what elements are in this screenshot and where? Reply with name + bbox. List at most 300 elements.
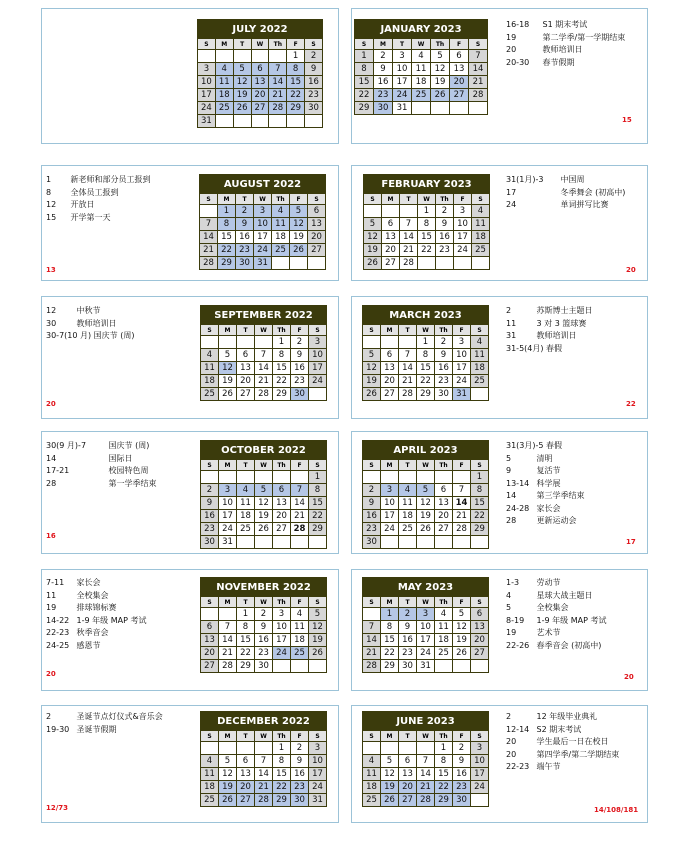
day-cell — [219, 471, 237, 484]
day-cell: 1 — [218, 205, 236, 218]
day-cell: 10 — [471, 755, 489, 768]
day-cell: 3 — [417, 608, 435, 621]
weekday-header: M — [218, 194, 236, 205]
week-row — [201, 794, 327, 807]
day-cell: 1 — [435, 742, 453, 755]
day-cell: 23 — [399, 647, 417, 660]
event-text: 1-9 年级 MAP 考试 — [536, 615, 607, 625]
event-date: 15 — [46, 212, 57, 222]
day-cell: 8 — [273, 755, 291, 768]
day-cell: 22 — [417, 375, 435, 388]
day-cell: 5 — [381, 755, 399, 768]
weekday-header: S — [201, 460, 219, 471]
day-cell: 9 — [435, 349, 453, 362]
day-cell: 4 — [471, 336, 489, 349]
day-cell: 11 — [291, 621, 309, 634]
day-cell: 21 — [200, 244, 218, 257]
event-item — [46, 453, 157, 466]
day-cell: 16 — [399, 634, 417, 647]
day-cell: 3 — [454, 205, 472, 218]
day-cell: 1 — [417, 336, 435, 349]
week-row — [201, 621, 327, 634]
day-cell — [399, 336, 417, 349]
event-text: 春节假期 — [542, 57, 575, 67]
event-text: 秋季音会 — [76, 628, 109, 637]
day-cell — [305, 115, 323, 128]
day-cell — [273, 660, 291, 673]
event-item — [506, 32, 625, 45]
day-cell: 10 — [309, 349, 327, 362]
day-cell: 7 — [219, 621, 237, 634]
event-text: 校园特色周 — [108, 466, 149, 475]
day-cell: 2 — [363, 484, 381, 497]
day-cell: 27 — [471, 647, 489, 660]
day-cell: 14 — [399, 362, 417, 375]
day-cell: 25 — [291, 647, 309, 660]
weekday-header: T — [237, 731, 255, 742]
weekday-header: F — [290, 194, 308, 205]
day-cell: 17 — [309, 362, 327, 375]
day-cell: 1 — [273, 336, 291, 349]
day-cell: 15 — [355, 76, 374, 89]
day-cell — [233, 50, 251, 63]
event-item — [46, 615, 146, 628]
day-cell: 23 — [291, 375, 309, 388]
day-cell: 20 — [251, 89, 269, 102]
day-cell: 4 — [472, 205, 490, 218]
day-cell: 12 — [309, 621, 327, 634]
day-cell — [201, 471, 219, 484]
day-cell: 29 — [309, 523, 327, 536]
day-cell: 12 — [417, 497, 435, 510]
count-april: 17 — [626, 538, 636, 546]
event-date: 14-22 — [46, 615, 70, 625]
day-cell: 25 — [237, 523, 255, 536]
day-cell: 12 — [255, 497, 273, 510]
event-date: 2 — [506, 306, 512, 315]
event-date: 28 — [506, 516, 517, 525]
day-cell — [309, 536, 327, 549]
day-cell: 24 — [309, 375, 327, 388]
day-cell: 9 — [201, 497, 219, 510]
day-cell: 28 — [219, 660, 237, 673]
day-cell: 12 — [453, 621, 471, 634]
day-cell: 9 — [374, 63, 393, 76]
count-january: 15 — [622, 116, 632, 124]
event-date: 4 — [506, 590, 512, 600]
weekday-header: Th — [273, 325, 291, 336]
week-row — [363, 634, 489, 647]
calendar-august-2022 — [199, 174, 326, 270]
event-date: 30-7(10 月) — [46, 331, 92, 340]
week-row — [198, 89, 323, 102]
day-cell: 23 — [305, 89, 323, 102]
day-cell — [269, 50, 287, 63]
event-item — [506, 711, 619, 724]
event-item — [506, 318, 593, 331]
day-cell — [400, 205, 418, 218]
day-cell: 16 — [236, 231, 254, 244]
day-cell: 3 — [381, 484, 399, 497]
day-cell: 1 — [273, 742, 291, 755]
weekday-header: T — [237, 597, 255, 608]
day-cell: 14 — [255, 362, 273, 375]
weekday-header: Th — [273, 597, 291, 608]
day-cell: 14 — [453, 497, 471, 510]
day-cell: 16 — [436, 231, 454, 244]
event-text: 春假 — [546, 441, 563, 450]
day-cell: 28 — [269, 102, 287, 115]
day-cell — [453, 536, 471, 549]
day-cell: 2 — [453, 742, 471, 755]
week-row — [363, 497, 489, 510]
day-cell: 24 — [219, 523, 237, 536]
event-date: 19-30 — [46, 724, 70, 734]
event-date: 30 — [46, 318, 57, 328]
day-cell — [435, 660, 453, 673]
day-cell — [291, 471, 309, 484]
calendar-may-2023 — [362, 577, 489, 673]
day-cell: 4 — [201, 755, 219, 768]
event-text: S2 期末考试 — [536, 724, 582, 734]
day-cell: 19 — [255, 510, 273, 523]
weekday-header: Th — [273, 731, 291, 742]
day-cell: 22 — [273, 781, 291, 794]
day-cell — [363, 336, 381, 349]
weekday-header: T — [399, 597, 417, 608]
day-cell: 19 — [233, 89, 251, 102]
day-cell: 11 — [201, 362, 219, 375]
week-row — [364, 218, 490, 231]
calendar-april-2023 — [362, 440, 489, 549]
event-text: 12 年级毕业典礼 — [536, 712, 598, 721]
week-row — [355, 63, 488, 76]
week-row — [200, 244, 326, 257]
events-march — [506, 305, 593, 355]
day-cell: 18 — [272, 231, 290, 244]
event-item — [506, 440, 585, 453]
weekday-header: Th — [435, 731, 453, 742]
week-row — [363, 523, 489, 536]
day-cell: 25 — [412, 89, 431, 102]
week-row — [201, 768, 327, 781]
day-cell: 22 — [273, 375, 291, 388]
day-cell: 23 — [255, 647, 273, 660]
event-text: 家长会 — [76, 578, 101, 587]
weekday-header: F — [453, 325, 471, 336]
weekday-header: T — [237, 325, 255, 336]
day-cell: 30 — [236, 257, 254, 270]
day-cell — [255, 742, 273, 755]
day-cell: 9 — [236, 218, 254, 231]
event-text: 科学展 — [536, 478, 561, 488]
events-february — [506, 174, 625, 212]
day-cell: 27 — [273, 523, 291, 536]
calendar-december-2022 — [200, 711, 327, 807]
day-cell: 23 — [201, 523, 219, 536]
weekday-header: S — [198, 39, 216, 50]
event-text: 教师培训日 — [76, 318, 117, 328]
event-item — [506, 503, 585, 516]
day-cell: 14 — [219, 634, 237, 647]
day-cell: 25 — [201, 794, 219, 807]
day-cell: 3 — [273, 608, 291, 621]
day-cell: 25 — [363, 794, 381, 807]
week-row — [363, 471, 489, 484]
day-cell: 21 — [269, 89, 287, 102]
weekday-header: S — [201, 325, 219, 336]
day-cell: 5 — [453, 608, 471, 621]
day-cell: 7 — [269, 63, 287, 76]
count-june: 14/108/181 — [594, 806, 639, 814]
day-cell: 19 — [290, 231, 308, 244]
day-cell — [272, 257, 290, 270]
weekday-header: S — [309, 325, 327, 336]
weekday-header: M — [381, 597, 399, 608]
weekday-header: S — [309, 731, 327, 742]
events-january — [506, 19, 625, 69]
count-may: 20 — [624, 673, 634, 681]
event-date: 9 — [506, 466, 512, 475]
event-text: 冬季舞会 (初高中) — [560, 187, 626, 197]
day-cell — [417, 471, 435, 484]
day-cell: 24 — [471, 781, 489, 794]
day-cell: 13 — [201, 634, 219, 647]
event-date: 12 — [46, 306, 57, 315]
day-cell: 31 — [417, 660, 435, 673]
day-cell: 26 — [453, 647, 471, 660]
day-cell: 20 — [201, 647, 219, 660]
day-cell: 10 — [454, 218, 472, 231]
events-september — [46, 305, 134, 343]
weekday-header: M — [219, 460, 237, 471]
day-cell: 13 — [435, 497, 453, 510]
day-cell: 24 — [393, 89, 412, 102]
event-text: 劳动节 — [536, 578, 561, 587]
event-item — [46, 440, 157, 453]
event-item — [506, 627, 606, 640]
month-title: MARCH 2023 — [363, 306, 489, 325]
day-cell — [201, 336, 219, 349]
day-cell: 17 — [381, 510, 399, 523]
event-item — [506, 187, 625, 200]
day-cell: 5 — [233, 63, 251, 76]
day-cell: 29 — [381, 660, 399, 673]
calendar-october-2022 — [200, 440, 327, 549]
day-cell: 8 — [471, 484, 489, 497]
event-text: 1-9 年级 MAP 考试 — [76, 615, 147, 625]
day-cell — [237, 336, 255, 349]
day-cell: 4 — [412, 50, 431, 63]
day-cell: 1 — [471, 471, 489, 484]
weekday-header: M — [215, 39, 233, 50]
day-cell: 2 — [374, 50, 393, 63]
day-cell: 17 — [453, 362, 471, 375]
weekday-header: S — [471, 597, 489, 608]
day-cell: 2 — [305, 50, 323, 63]
day-cell: 27 — [382, 257, 400, 270]
day-cell: 3 — [453, 336, 471, 349]
day-cell: 5 — [219, 349, 237, 362]
event-date: 8-19 — [506, 615, 525, 625]
day-cell: 23 — [453, 781, 471, 794]
day-cell: 12 — [381, 768, 399, 781]
weekday-header: S — [364, 194, 382, 205]
weekday-header: S — [363, 731, 381, 742]
day-cell: 28 — [417, 794, 435, 807]
event-date: 20 — [506, 737, 517, 746]
day-cell — [237, 471, 255, 484]
day-cell — [381, 471, 399, 484]
day-cell: 7 — [200, 218, 218, 231]
day-cell: 4 — [399, 484, 417, 497]
day-cell: 15 — [471, 497, 489, 510]
week-row — [198, 50, 323, 63]
day-cell: 25 — [471, 375, 489, 388]
month-title: JULY 2022 — [198, 20, 323, 39]
day-cell: 6 — [308, 205, 326, 218]
weekday-header: W — [255, 597, 273, 608]
day-cell: 3 — [309, 336, 327, 349]
day-cell: 19 — [309, 634, 327, 647]
weekday-header: Th — [272, 194, 290, 205]
calendar-july-2022 — [197, 19, 323, 128]
day-cell: 18 — [399, 510, 417, 523]
day-cell: 7 — [453, 484, 471, 497]
day-cell: 1 — [355, 50, 374, 63]
day-cell — [418, 257, 436, 270]
event-text: 端午节 — [536, 762, 561, 771]
count-december: 12/73 — [46, 804, 69, 812]
day-cell: 13 — [237, 768, 255, 781]
day-cell: 1 — [237, 608, 255, 621]
event-date: 20 — [506, 749, 517, 759]
day-cell: 18 — [435, 634, 453, 647]
week-row — [201, 755, 327, 768]
day-cell — [219, 742, 237, 755]
day-cell: 29 — [287, 102, 305, 115]
day-cell: 6 — [435, 484, 453, 497]
day-cell: 9 — [436, 218, 454, 231]
day-cell: 28 — [255, 794, 273, 807]
weekday-header: F — [291, 460, 309, 471]
day-cell — [237, 536, 255, 549]
day-cell: 5 — [363, 349, 381, 362]
weekday-header: W — [254, 194, 272, 205]
day-cell: 2 — [291, 742, 309, 755]
event-text: 教师培训日 — [542, 45, 583, 54]
event-date: 28 — [46, 478, 57, 488]
week-row — [201, 349, 327, 362]
day-cell: 22 — [287, 89, 305, 102]
event-item — [46, 577, 146, 590]
day-cell — [273, 536, 291, 549]
day-cell: 29 — [417, 388, 435, 401]
event-item — [506, 761, 619, 774]
week-row — [363, 755, 489, 768]
day-cell: 24 — [309, 781, 327, 794]
event-text: 第三学季结束 — [536, 491, 585, 500]
day-cell: 7 — [417, 755, 435, 768]
day-cell: 12 — [431, 63, 450, 76]
day-cell — [237, 742, 255, 755]
event-item — [46, 590, 146, 603]
event-date: 30(9 月)-7 — [46, 441, 87, 450]
weekday-header: Th — [436, 194, 454, 205]
count-august: 13 — [46, 266, 56, 274]
day-cell — [471, 794, 489, 807]
day-cell: 3 — [219, 484, 237, 497]
count-october: 16 — [46, 532, 56, 540]
event-date: 17 — [506, 187, 517, 197]
day-cell: 15 — [287, 76, 305, 89]
day-cell — [233, 115, 251, 128]
day-cell: 11 — [237, 497, 255, 510]
events-may — [506, 577, 606, 652]
day-cell: 14 — [200, 231, 218, 244]
day-cell: 22 — [381, 647, 399, 660]
event-text: 家长会 — [536, 503, 561, 513]
week-row — [363, 362, 489, 375]
day-cell: 11 — [363, 768, 381, 781]
week-row — [201, 523, 327, 536]
weekday-header: F — [291, 325, 309, 336]
day-cell — [399, 536, 417, 549]
day-cell: 16 — [201, 510, 219, 523]
weekday-header: M — [219, 731, 237, 742]
week-row — [355, 102, 488, 115]
event-item — [46, 478, 157, 491]
event-date: 12 — [46, 200, 57, 209]
day-cell — [412, 102, 431, 115]
week-row — [363, 484, 489, 497]
day-cell: 30 — [453, 794, 471, 807]
event-item — [506, 577, 606, 590]
day-cell: 7 — [399, 349, 417, 362]
day-cell: 17 — [393, 76, 412, 89]
day-cell: 19 — [431, 76, 450, 89]
day-cell: 20 — [382, 244, 400, 257]
event-date: 24-25 — [46, 640, 70, 650]
day-cell — [431, 102, 450, 115]
event-date: 31 — [506, 331, 517, 340]
event-item — [506, 57, 625, 70]
week-row — [200, 231, 326, 244]
day-cell: 29 — [237, 660, 255, 673]
event-text: S1 期末考试 — [542, 20, 588, 29]
weekday-header: S — [200, 194, 218, 205]
day-cell: 26 — [417, 523, 435, 536]
week-row — [363, 388, 489, 401]
day-cell: 28 — [255, 388, 273, 401]
day-cell: 6 — [201, 621, 219, 634]
event-item — [506, 330, 593, 343]
day-cell: 21 — [363, 647, 381, 660]
day-cell: 16 — [305, 76, 323, 89]
day-cell: 18 — [291, 634, 309, 647]
day-cell: 22 — [309, 510, 327, 523]
week-row — [363, 647, 489, 660]
week-row — [363, 621, 489, 634]
day-cell — [453, 471, 471, 484]
calendar-june-2023 — [362, 711, 489, 807]
weekday-header: T — [399, 460, 417, 471]
day-cell: 29 — [471, 523, 489, 536]
day-cell: 4 — [215, 63, 233, 76]
day-cell: 16 — [255, 634, 273, 647]
day-cell: 15 — [237, 634, 255, 647]
count-september: 20 — [46, 400, 56, 408]
